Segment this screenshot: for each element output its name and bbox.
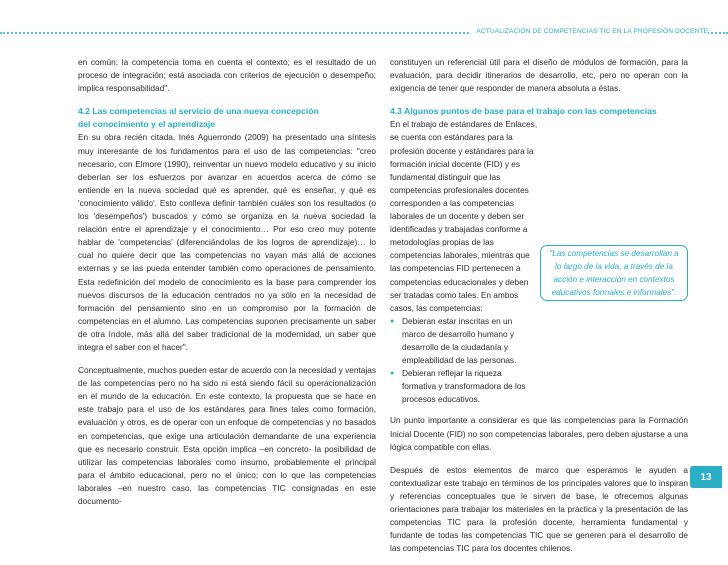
pull-quote (540, 245, 688, 301)
section-heading-4-2-cont: del conocimiento y el aprendizaje (78, 119, 216, 130)
paragraph: en común: la competencia toma en cuenta el contexto; es el resultado de un proceso de integración; está asociada con criterios de ejecución o desempeño; implica responsabilidad". (78, 57, 376, 94)
section-heading-4-3: 4.3 Algunos puntos de base para el trabajo con las competencias (390, 106, 657, 117)
paragraph: Después de estos elementos de marco que esperamos le ayuden a contextualizar este trabajo en términos de los principales valores que lo inspiran y referencias conceptuales que le sirven de base, le ofrecemos algunas orientaciones para trabajar los materiales en la práctica y la presentación de las competencias TIC para la profesión docente, herramienta fundamental y fundante de todas las competencias TIC que se generen para el desarrollo de las competencias TIC para los docentes chilenos. (390, 464, 688, 554)
bullet-list (390, 315, 530, 407)
running-header: ACTUALIZACIÓN DE COMPETENCIAS TIC EN LA PROFESIÓN DOCENTE (470, 26, 708, 38)
paragraph: Conceptualmente, muchos pueden estar de acuerdo con la necesidad y ventajas de las competencias pero no ha sido ni está siendo fácil su operacionalización en el mundo de la educación. En este contexto, la propuesta que se hace en este trabajo para el uso de los estándares para fines tales como formación, evaluación y otros, es de operar con un enfoque de competencias y no basados en competencias, que exige una articulación demandante de una experiencia que es necesario construir. Esta opción implica –en concreto- la posibilidad de utilizar las competencias laborales como insumo, probablemente el principal para el ámbito educacional, pero no el único; con lo que las competencias laborales –en nuestro caso, las competencias TIC consignadas en este documento- (78, 365, 376, 506)
page-number: 13 (700, 471, 712, 483)
paragraph: constituyen un referencial útil para el diseño de módulos de formación, para la evaluación, para decidir itinerarios de desarrollo, etc, pero no operan con la exigencia de tener que responder de manera absoluta a éstas. (390, 57, 688, 94)
pull-quote-text: "Las competencias se desarrollan a lo largo de la vida, a través de la acción e interacción en contextos educativos formales e informales". (549, 249, 679, 297)
right-column (390, 56, 688, 565)
page-number-badge (690, 466, 722, 488)
list-item: ● Debieran estar inscritas en un marco de desarrollo humano y desarrollo de la ciudadanía y empleabilidad de las personas. (390, 315, 530, 367)
list-item: ● Debieran reflejar la riqueza formativa y transformadora de los procesos educativos. (390, 367, 530, 406)
paragraph-text: En el trabajo de estándares de Enlaces, se cuenta con estándares para la profesión docente y estándares para la formación inicial docente (FID) y es fundamental distinguir que las competencias profesionales docentes corresponden a las competencias laborales de un docente y deben ser identificadas y trabajadas conforme a metodologías propias de las competencias laborales, mientras que las competencias FID pertenecen a competencias educacionales y deben ser tratadas como tales. En ambos casos, las competencias: (390, 119, 538, 313)
paragraph: Un punto importante a considerar es que las competencias para la Formación Inicial Docente (FID) no son competencias laborales, pero deben ajustarse a una lógica compatible con ellas. (390, 415, 688, 452)
section-heading-4-2: 4.2 Las competencias al servicio de una nueva concepción (78, 106, 319, 117)
paragraph (390, 118, 540, 314)
paragraph: En su obra recién citada, Inés Aguerrondo (2009) ha presentado una síntesis muy interesante de los fundamentos para el uso de las competencias: "creo necesario, con Elmore (1990), reinventar un nuevo modelo educativo y su inicio deberían ser los esfuerzos por avanzar en acuerdos acerca de cómo se entiende en la nueva sociedad qué es aprender, qué es enseñar, y qué es 'conocimiento válido'. Esto conlleva definir también cuáles son los resultados (o los 'desempeños') buscados y cómo se organiza en la nueva sociedad la relación entre el aprendizaje y el conocimiento… Por eso creo muy potente hablar de 'competencias' (diferenciándolas de los logros de aprendizaje)… lo cual no quiere decir que las competencias no vayan más allá de acciones externas y se las pueda entender también como operaciones de pensamiento. Esta redefinición del modelo de conocimiento es la base para comprender los nuevos discursos de la educación centrados no ya sólo en la necesidad de formación del pensamiento sino en un compromiso por la formación de competencias en el alumno. Las competencias suponen precisamente un saber de otra índole, más allá del saber tradicional de la modernidad, un saber que integra el saber con el hacer". (78, 132, 376, 352)
left-column (78, 56, 376, 518)
